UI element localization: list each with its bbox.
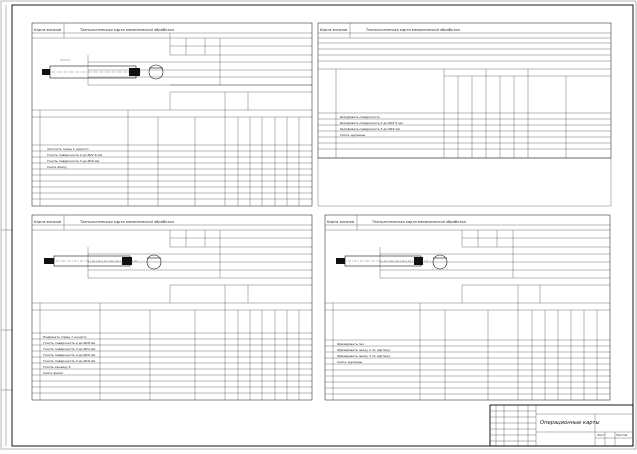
sheets-label: Листов bbox=[616, 433, 628, 437]
card-3-row-6: Точить канавку 6 bbox=[43, 365, 71, 369]
card-2-header-left: Карта эскизов bbox=[320, 28, 348, 32]
card-3-grid bbox=[32, 215, 312, 400]
card-1-row-3: Точить поверхность 3 до Ø16 мм bbox=[47, 159, 100, 163]
card-3-row-3: Точить поверхность 3 до Ø24 мм bbox=[43, 347, 96, 351]
card-4-row-4: Снять заусенцы bbox=[337, 360, 363, 364]
card-2-row-3: Шлифовать поверхность 3 до Ø16 мм bbox=[340, 127, 400, 131]
card-1-row-1: Заточить торец 1 начисто bbox=[47, 147, 89, 151]
card-4-header-center: Технологическая карта механической обработки bbox=[372, 220, 466, 224]
card-3-row-4: Точить поверхность 4 до Ø20 мм bbox=[43, 353, 96, 357]
card-4-row-3: Фрезеровать лыску 3 по чертежу bbox=[337, 354, 391, 358]
card-2-row-1: Шлифовать поверхность bbox=[340, 115, 380, 119]
card-3-row-7: Снять фаски bbox=[43, 371, 64, 375]
card-3-header-left: Карта эскизов bbox=[34, 220, 62, 224]
card-4-grid bbox=[325, 215, 610, 400]
sheet-label: Лист bbox=[597, 433, 605, 437]
card-3-row-2: Точить поверхность 2 до Ø28 мм bbox=[43, 341, 96, 345]
card-2-row-2: Шлифовать поверхность 2 до Ø22.5 мм bbox=[340, 121, 403, 125]
card-1-header-center: Технологическая карта механической обработки bbox=[80, 28, 174, 32]
card-4-row-1: Фрезеровать паз bbox=[337, 342, 364, 346]
card-4-row-2: Фрезеровать лыску 2 по чертежу bbox=[337, 348, 391, 352]
card-2-header-center: Технологическая карта механической обработки bbox=[366, 28, 460, 32]
card-2-row-4: Снять заусенцы bbox=[340, 133, 366, 137]
card-4-header-left: Карта эскизов bbox=[327, 220, 355, 224]
card-1-grid bbox=[32, 23, 312, 206]
card-1-part-sketch bbox=[42, 60, 163, 79]
card-1-row-4: Снять фаску bbox=[47, 165, 67, 169]
card-3-row-1: Подрезать торец 1 начисто bbox=[43, 335, 87, 339]
card-3-row-5: Точить поверхность 5 до Ø16 мм bbox=[43, 359, 96, 363]
card-1-header-left: Карта эскизов bbox=[34, 28, 62, 32]
card-1-row-2: Точить поверхность 2 до Ø22.6 мм bbox=[47, 153, 103, 157]
document-title: Операционные карты bbox=[540, 420, 600, 426]
card-3-header-center: Технологическая карта механической обработки bbox=[80, 220, 174, 224]
